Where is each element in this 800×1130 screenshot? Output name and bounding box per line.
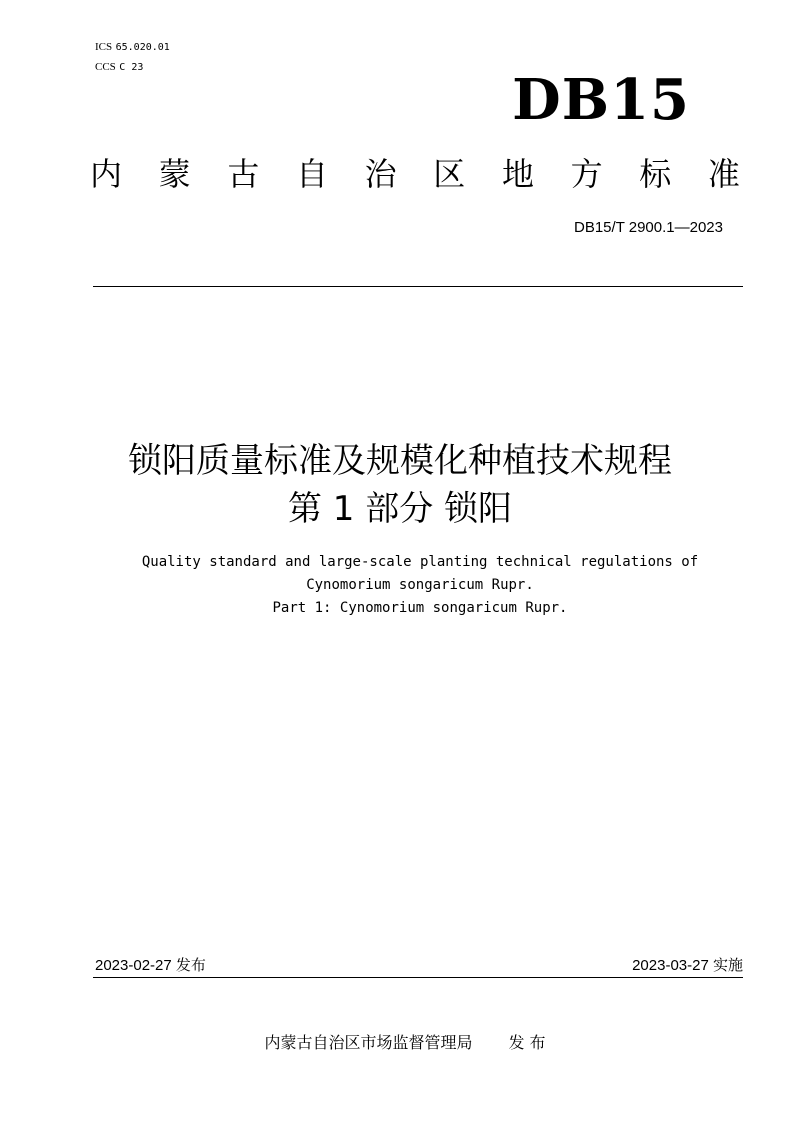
standard-type-char: 治 [364,155,397,193]
ics-value: 65.020.01 [115,42,170,53]
ics-label: ICS [95,41,113,53]
standard-type-char: 方 [570,155,603,193]
standard-code: DB15/T 2900.1—2023 [574,219,723,236]
standard-type-char: 古 [227,155,260,193]
title-english-part: Part 1: Cynomorium songaricum Rupr. [272,600,568,616]
standard-type-char: 地 [501,155,534,193]
standard-type-char: 准 [707,155,740,193]
title-english-line-2: Cynomorium songaricum Rupr. [306,577,534,593]
ccs-value: C 23 [119,62,144,73]
title-chinese-part: 第 1 部分 锁阳 [287,489,513,529]
standard-logo: DB15 [512,67,690,133]
standard-type-char: 蒙 [158,155,191,193]
issuer-name: 内蒙古自治区市场监督管理局 [264,1033,473,1052]
standard-type-char: 区 [433,155,466,193]
title-chinese-main: 锁阳质量标准及规模化种植技术规程 [128,441,672,481]
ccs-classification [95,58,143,77]
bottom-divider [93,977,743,978]
ccs-label: CCS [95,61,116,73]
ics-classification [95,38,170,57]
standard-type-heading [90,152,740,196]
title-english-line-1: Quality standard and large-scale planting technical regulations of [141,554,699,570]
issuer-action: 发 布 [508,1033,546,1052]
standard-type-char: 标 [639,155,672,193]
implementation-date: 2023-03-27 实施 [632,957,743,974]
issue-date: 2023-02-27 发布 [95,957,206,974]
standard-type-char: 内 [90,155,123,193]
standard-type-char: 自 [295,155,328,193]
top-divider [93,286,743,287]
issuer-line [0,1032,800,1054]
